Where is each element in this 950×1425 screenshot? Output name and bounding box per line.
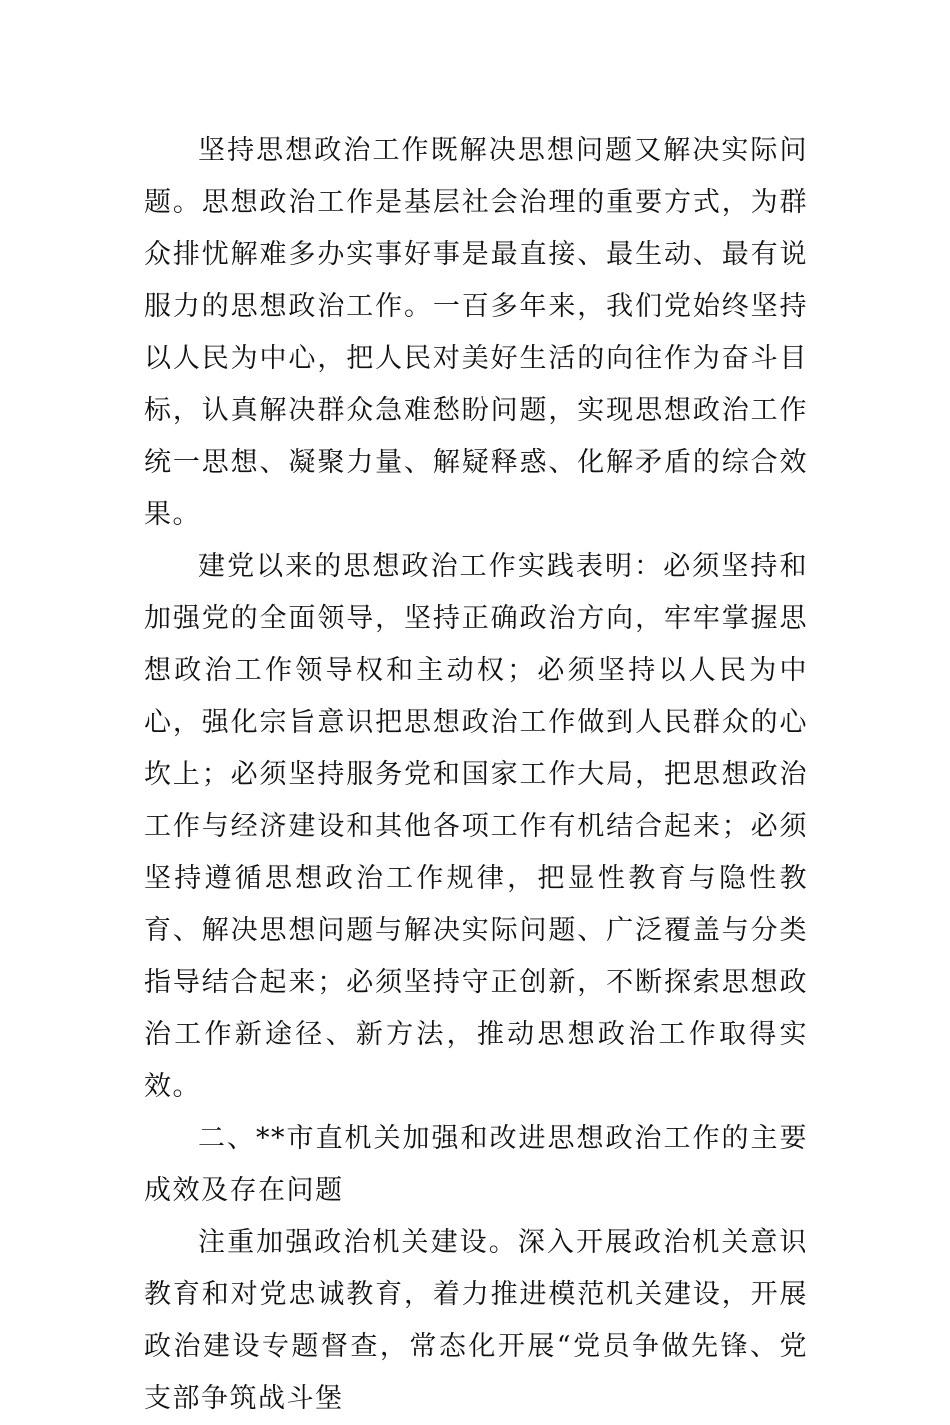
- paragraph-ideological-practical-problems: 坚持思想政治工作既解决思想问题又解决实际问题。思想政治工作是基层社会治理的重要方式，为群众排忧解难多办实事好事是最直接、最生动、最有说服力的思想政治工作。一百多年来，我们党始终坚持以人民为中心，把人民对美好生活的向往作为奋斗目标，认真解决群众急难愁盼问题，实现思想政治工作统一思想、凝聚力量、解疑释惑、化解矛盾的综合效果。: [144, 135, 808, 530]
- paragraph-political-organ-building: 注重加强政治机关建设。深入开展政治机关意识教育和对党忠诚教育，着力推进模范机关建设，开展政治建设专题督查，常态化开展“党员争做先锋、党支部争筑战斗堡: [144, 1227, 808, 1414]
- section-heading-2: 二、**市直机关加强和改进思想政治工作的主要成效及存在问题: [144, 1123, 808, 1206]
- document-body: [144, 125, 808, 1425]
- paragraph-party-practice-summary: 建党以来的思想政治工作实践表明：必须坚持和加强党的全面领导，坚持正确政治方向，牢牢掌握思想政治工作领导权和主动权；必须坚持以人民为中心，强化宗旨意识把思想政治工作做到人民群众的心坎上；必须坚持服务党和国家工作大局，把思想政治工作与经济建设和其他各项工作有机结合起来；必须坚持遵循思想政治工作规律，把显性教育与隐性教育、解决思想问题与解决实际问题、广泛覆盖与分类指导结合起来；必须坚持守正创新，不断探索思想政治工作新途径、新方法，推动思想政治工作取得实效。: [144, 551, 808, 1102]
